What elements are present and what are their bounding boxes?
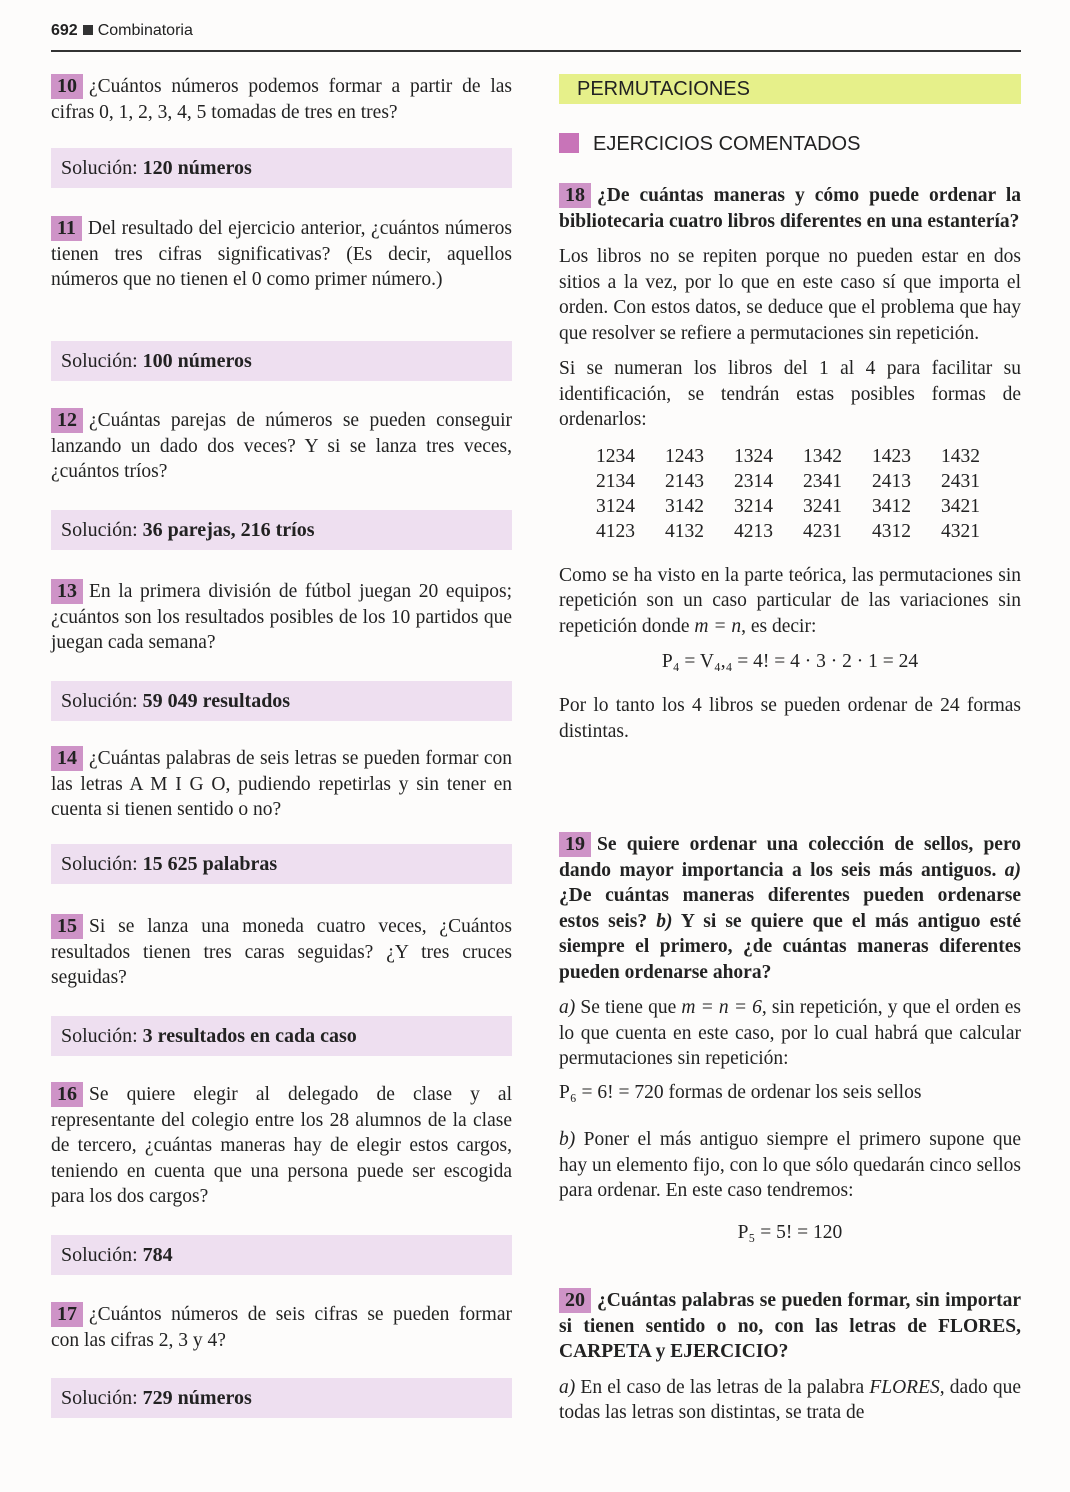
solution-value: 784: [142, 1244, 173, 1266]
paragraph: Los libros no se repiten porque no pueden estar en dos sitios a la vez, por lo que en este caso sí que importa el orden. Con estos datos, se deduce que el problema que hay que resolver se refiere a permutaciones sin repetición.: [559, 246, 1021, 344]
solution-box: [51, 341, 512, 381]
exercise-text: ¿Cuántos números de seis cifras se pueden formar con las cifras 2, 3 y 4?: [51, 1304, 512, 1351]
paragraph: [559, 995, 1021, 1072]
item-letter: a): [559, 1376, 576, 1398]
solution-value: 729 números: [142, 1387, 252, 1409]
table-cell: 3412: [872, 496, 911, 517]
exercise-text: En la primera división de fútbol juegan 20 equipos; ¿cuántos son los resultados posibles de los 10 partidos que juegan cada semana?: [51, 581, 512, 653]
paragraph: Por lo tanto los 4 libros se pueden ordenar de 24 formas distintas.: [559, 695, 1021, 742]
paragraph: [559, 1127, 1021, 1204]
solution-value: 36 parejas, 216 tríos: [142, 519, 315, 541]
text-run: , sin repetición, y que el orden es lo que cuenta en este caso, por lo cual habrá que calcular permutaciones sin repetición:: [559, 997, 1021, 1069]
table-row: [596, 495, 1010, 520]
exercise-question: ¿Cuántas palabras se pueden formar, sin importar si tienen sentido o no, con las letras de FLORES, CARPETA y EJERCICIO?: [559, 1290, 1021, 1362]
table-cell: 2431: [941, 471, 980, 492]
exercise-number: 13: [51, 579, 83, 604]
page-header: [51, 22, 1021, 52]
exercise-number: 14: [51, 746, 83, 771]
exercise-text: ¿Cuántos números podemos formar a partir de las cifras 0, 1, 2, 3, 4, 5 tomadas de tres en tres?: [51, 76, 512, 123]
solution-label: Solución:: [61, 690, 138, 712]
subheading-text: EJERCICIOS COMENTADOS: [593, 133, 861, 155]
text-run: Poner el más antiguo siempre el primero supone que hay un elemento fijo, con lo que sólo quedarán cinco sellos para ordenar. En este caso tendremos:: [559, 1129, 1021, 1201]
table-cell: 1243: [665, 446, 704, 467]
solution-label: Solución:: [61, 853, 138, 875]
table-cell: 4231: [803, 521, 842, 542]
table-cell: 2314: [734, 471, 773, 492]
paragraph: Si se numeran los libros del 1 al 4 para facilitar su identificación, se tendrán estas posibles formas de ordenarlos:: [559, 358, 1021, 430]
item-letter: b): [559, 1129, 576, 1150]
exercise-14: [51, 746, 512, 823]
subheading: [559, 130, 860, 158]
solution-label: Solución:: [61, 157, 138, 179]
exercise-10: [51, 74, 512, 125]
exercise-question: Se quiere ordenar una colección de sellos, pero dando mayor importancia a los seis más antiguos.: [559, 834, 1021, 881]
paragraph: [559, 1375, 1021, 1426]
solution-value: 120 números: [142, 157, 252, 179]
table-cell: 4213: [734, 521, 773, 542]
formula: P₅ = 5! = 120: [737, 1221, 843, 1243]
exercise-text: Se quiere elegir al delegado de clase y al representante del colegio entre los 28 alumnos de la clase de tercero, ¿cuántas maneras hay de elegir estos cargos, teniendo en cuenta que una persona puede ser escogida para los dos cargos?: [51, 1084, 512, 1207]
exercise-number: 18: [559, 183, 591, 208]
table-row: [596, 470, 1010, 495]
table-cell: 1324: [734, 446, 773, 467]
exercise-20: [559, 1288, 1021, 1436]
square-bullet-icon: [83, 25, 93, 35]
solution-label: Solución:: [61, 519, 138, 541]
table-cell: 4321: [941, 521, 980, 542]
item-letter: b): [656, 910, 673, 932]
text-run: Se tiene que: [575, 997, 682, 1018]
exercise-text: ¿Cuántas parejas de números se pueden conseguir lanzando un dado dos veces? Y si se lanza tres veces, ¿cuántos tríos?: [51, 410, 512, 482]
exercise-number: 10: [51, 74, 83, 99]
section-banner: PERMUTACIONES: [559, 74, 1021, 104]
formula: P₄ = V₄,₄ = 4! = 4 · 3 · 2 · 1 = 24: [661, 651, 919, 672]
table-cell: 3142: [665, 496, 704, 517]
exercise-question: ¿De cuántas maneras y cómo puede ordenar la bibliotecaria cuatro libros diferentes en una estantería?: [559, 185, 1021, 232]
exercise-text: Si se lanza una moneda cuatro veces, ¿Cuántos resultados tienen tres caras seguidas? ¿Y tres cruces seguidas?: [51, 916, 512, 988]
table-row: [596, 445, 1010, 470]
table-cell: 3214: [734, 496, 773, 517]
item-letter: a): [1004, 859, 1021, 881]
table-cell: 4312: [872, 521, 911, 542]
table-cell: 3241: [803, 496, 842, 517]
solution-box: [51, 1016, 512, 1056]
table-cell: 3421: [941, 496, 980, 517]
solution-label: Solución:: [61, 1387, 138, 1409]
exercise-13: [51, 579, 512, 656]
page-number: 692: [51, 22, 78, 39]
exercise-19: [559, 832, 1021, 1244]
exercise-number: 12: [51, 408, 83, 433]
item-letter: a): [559, 997, 576, 1018]
exercise-18: [559, 183, 1021, 754]
exercise-number: 16: [51, 1082, 83, 1107]
solution-value: 59 049 resultados: [142, 690, 291, 712]
exercise-number: 19: [559, 832, 591, 857]
table-cell: 2413: [872, 471, 911, 492]
permutations-table: [596, 445, 1010, 545]
text-run: En el caso de las letras de la palabra: [575, 1376, 870, 1398]
solution-label: Solución:: [61, 350, 138, 372]
exercise-17: [51, 1302, 512, 1353]
math-variable: m = n = 6: [681, 997, 762, 1018]
exercise-16: [51, 1082, 512, 1210]
solution-label: Solución:: [61, 1244, 138, 1266]
table-cell: 4123: [596, 521, 635, 542]
text-run: , es decir:: [741, 615, 817, 637]
italic-word: FLORES: [869, 1376, 940, 1398]
text-run: Como se ha visto en la parte teórica, las permutaciones sin repetición son un caso particular de las variaciones sin repetición donde: [559, 564, 1021, 637]
formula: P₆ = 6! = 720 formas de ordenar los seis sellos: [559, 1081, 922, 1103]
exercise-11: [51, 216, 512, 293]
exercise-number: 15: [51, 914, 83, 939]
table-cell: 1423: [872, 446, 911, 467]
table-cell: 4132: [665, 521, 704, 542]
exercise-number: 20: [559, 1288, 591, 1313]
table-cell: 1432: [941, 446, 980, 467]
solution-value: 15 625 palabras: [142, 853, 278, 875]
solution-value: 3 resultados en cada caso: [142, 1025, 357, 1047]
exercise-text: Del resultado del ejercicio anterior, ¿cuántos números tienen tres cifras significativas? (Es decir, aquellos números que no tienen el 0 como primer número.): [51, 218, 512, 290]
exercise-number: 17: [51, 1302, 83, 1327]
exercise-question: ¿De cuántas maneras diferentes pueden ordenarse estos seis?: [559, 885, 1021, 932]
solution-box: [51, 844, 512, 884]
section-title: Combinatoria: [97, 22, 193, 39]
table-cell: 1342: [803, 446, 842, 467]
table-cell: 1234: [596, 446, 635, 467]
solution-box: [51, 1235, 512, 1275]
table-cell: 2341: [803, 471, 842, 492]
solution-value: 100 números: [142, 350, 252, 372]
solution-box: [51, 148, 512, 188]
table-cell: 3124: [596, 496, 635, 517]
table-cell: 2134: [596, 471, 635, 492]
table-row: [596, 520, 1010, 545]
exercise-text: ¿Cuántas palabras de seis letras se pueden formar con las letras A M I G O, pudiendo repetirlas y sin tener en cuenta si tienen sentido o no?: [51, 748, 512, 820]
solution-box: [51, 681, 512, 721]
solution-box: [51, 1378, 512, 1418]
exercise-question: Y si se quiere que el más antiguo esté siempre el primero, ¿de cuántas maneras diferentes pueden ordenarse ahora?: [559, 910, 1021, 983]
paragraph: [559, 563, 1021, 640]
exercise-12: [51, 408, 512, 485]
solution-label: Solución:: [61, 1025, 138, 1047]
exercise-15: [51, 914, 512, 991]
solution-box: [51, 510, 512, 550]
exercise-number: 11: [51, 216, 82, 241]
text-run: , dado que todas las letras son distintas, se trata de: [559, 1376, 1022, 1423]
math-variable: m = n: [694, 615, 742, 637]
table-cell: 2143: [665, 471, 704, 492]
square-bullet-icon: [559, 133, 579, 153]
